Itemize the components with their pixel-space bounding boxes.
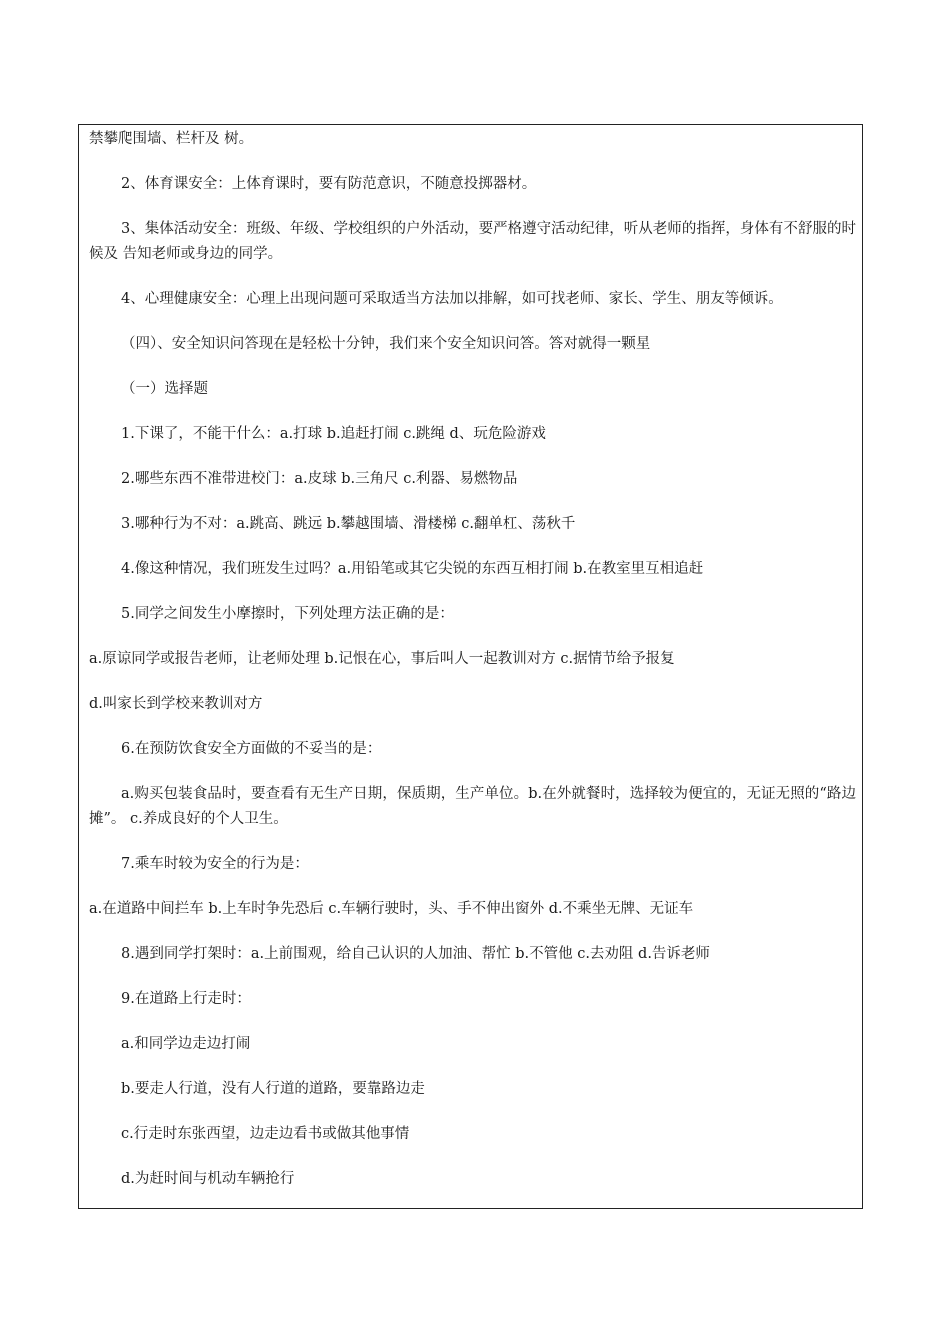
question-8: 8.遇到同学打架时：a.上前围观，给自己认识的人加油、帮忙 b.不管他 c.去劝阻 d.告诉老师 xyxy=(121,946,710,962)
question-9-option-a: a.和同学边走边打闹 xyxy=(121,1036,251,1052)
question-9-option-b: b.要走人行道，没有人行道的道路，要靠路边走 xyxy=(121,1081,425,1097)
text-line-1: 禁攀爬围墙、栏杆及 树。 xyxy=(89,131,254,147)
question-7: 7.乘车时较为安全的行为是： xyxy=(121,856,309,872)
question-6: 6.在预防饮食安全方面做的不妥当的是： xyxy=(121,741,382,757)
question-5-options: a.原谅同学或报告老师，让老师处理 b.记恨在心，事后叫人一起教训对方 c.据情节给予报复 xyxy=(89,651,675,667)
text-line-6: （一）选择题 xyxy=(121,381,208,397)
question-3: 3.哪种行为不对：a.跳高、跳远 b.攀越围墙、滑楼梯 c.翻单杠、荡秋千 xyxy=(121,516,576,532)
question-6-options: a.购买包装食品时，要查看有无生产日期，保质期，生产单位。b.在外就餐时，选择较为便宜的，无证无照的“路边摊”。 c.养成良好的个人卫生。 xyxy=(89,786,856,827)
text-line-5: （四）、安全知识问答现在是轻松十分钟，我们来个安全知识问答。答对就得一颗星 xyxy=(121,336,651,352)
question-9: 9.在道路上行走时： xyxy=(121,991,251,1007)
text-line-4: 4、心理健康安全：心理上出现问题可采取适当方法加以排解，如可找老师、家长、学生、朋友等倾诉。 xyxy=(121,291,783,307)
text-line-2: 2、体育课安全：上体育课时，要有防范意识，不随意投掷器材。 xyxy=(121,176,537,192)
question-2: 2.哪些东西不准带进校门：a.皮球 b.三角尺 c.利器、易燃物品 xyxy=(121,471,518,487)
question-4: 4.像这种情况，我们班发生过吗？a.用铅笔或其它尖锐的东西互相打闹 b.在教室里互相追赶 xyxy=(121,561,704,577)
question-9-option-c: c.行走时东张西望，边走边看书或做其他事情 xyxy=(121,1126,410,1142)
question-5: 5.同学之间发生小摩擦时，下列处理方法正确的是： xyxy=(121,606,454,622)
question-7-options: a.在道路中间拦车 b.上车时争先恐后 c.车辆行驶时，头、手不伸出窗外 d.不乘坐无牌、无证车 xyxy=(89,901,694,917)
content-frame xyxy=(78,124,863,1209)
question-5-option-d: d.叫家长到学校来教训对方 xyxy=(89,696,263,712)
text-line-3: 3、集体活动安全：班级、年级、学校组织的户外活动，要严格遵守活动纪律，听从老师的指挥，身体有不舒服的时候及 告知老师或身边的同学。 xyxy=(89,221,856,262)
question-1: 1.下课了，不能干什么：a.打球 b.追赶打闹 c.跳绳 d、玩危险游戏 xyxy=(121,426,546,442)
question-9-option-d: d.为赶时间与机动车辆抢行 xyxy=(121,1171,295,1187)
